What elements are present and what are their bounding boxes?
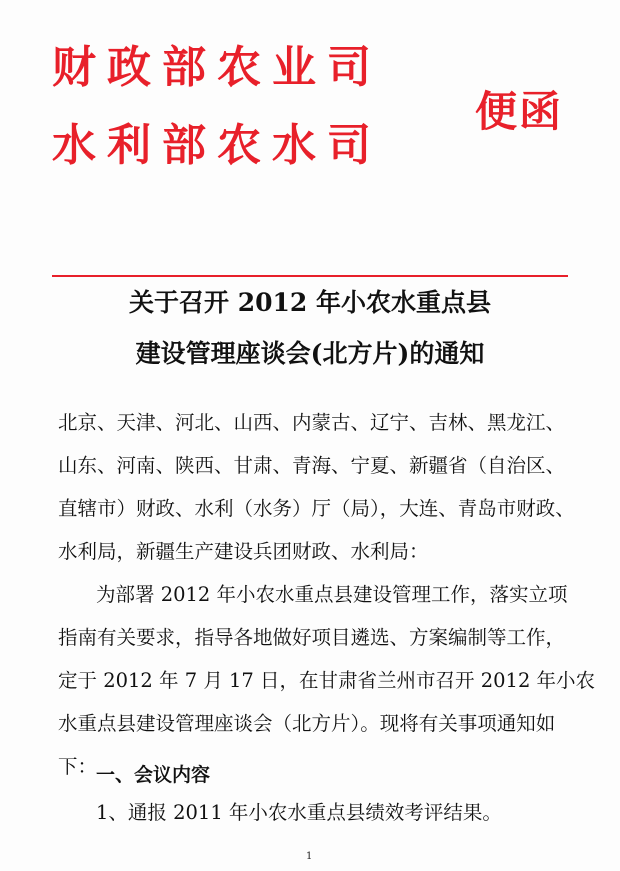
section-heading: 一、会议内容 — [96, 764, 211, 786]
list-item: 1、通报 2011 年小农水重点县绩效考评结果。 — [96, 801, 502, 824]
addressee-line: 直辖市）财政、水利（水务）厅（局），大连、青岛市财政、 — [58, 497, 575, 520]
document-type: 便函 — [475, 87, 564, 136]
body-paragraph-line: 指南有关要求，指导各地做好项目遴选、方案编制等工作， — [58, 626, 566, 649]
body-paragraph-line: 定于 2012 年 7 月 17 日，在甘肃省兰州市召开 2012 年小农 — [58, 669, 596, 692]
issuing-org-water: 水利部农水司 — [52, 120, 382, 171]
document-title-line-1: 关于召开 2012 年小农水重点县 — [129, 288, 491, 317]
document-title-line-2: 建设管理座谈会(北方片)的通知 — [135, 339, 485, 368]
addressee-line: 山东、河南、陕西、甘肃、青海、宁夏、新疆省（自治区、 — [58, 454, 566, 477]
body-paragraph-line: 下： — [58, 755, 98, 778]
addressee-line: 北京、天津、河北、山西、内蒙古、辽宁、吉林、黑龙江、 — [58, 411, 566, 434]
body-paragraph-line: 水重点县建设管理座谈会（北方片）。现将有关事项通知如 — [58, 712, 556, 735]
letterhead-divider — [52, 275, 568, 277]
addressee-line: 水利局，新疆生产建设兵团财政、水利局： — [58, 540, 429, 563]
page-number: 1 — [306, 851, 313, 862]
issuing-org-finance: 财政部农业司 — [52, 42, 382, 93]
body-paragraph-line: 为部署 2012 年小农水重点县建设管理工作，落实立项 — [96, 583, 568, 606]
